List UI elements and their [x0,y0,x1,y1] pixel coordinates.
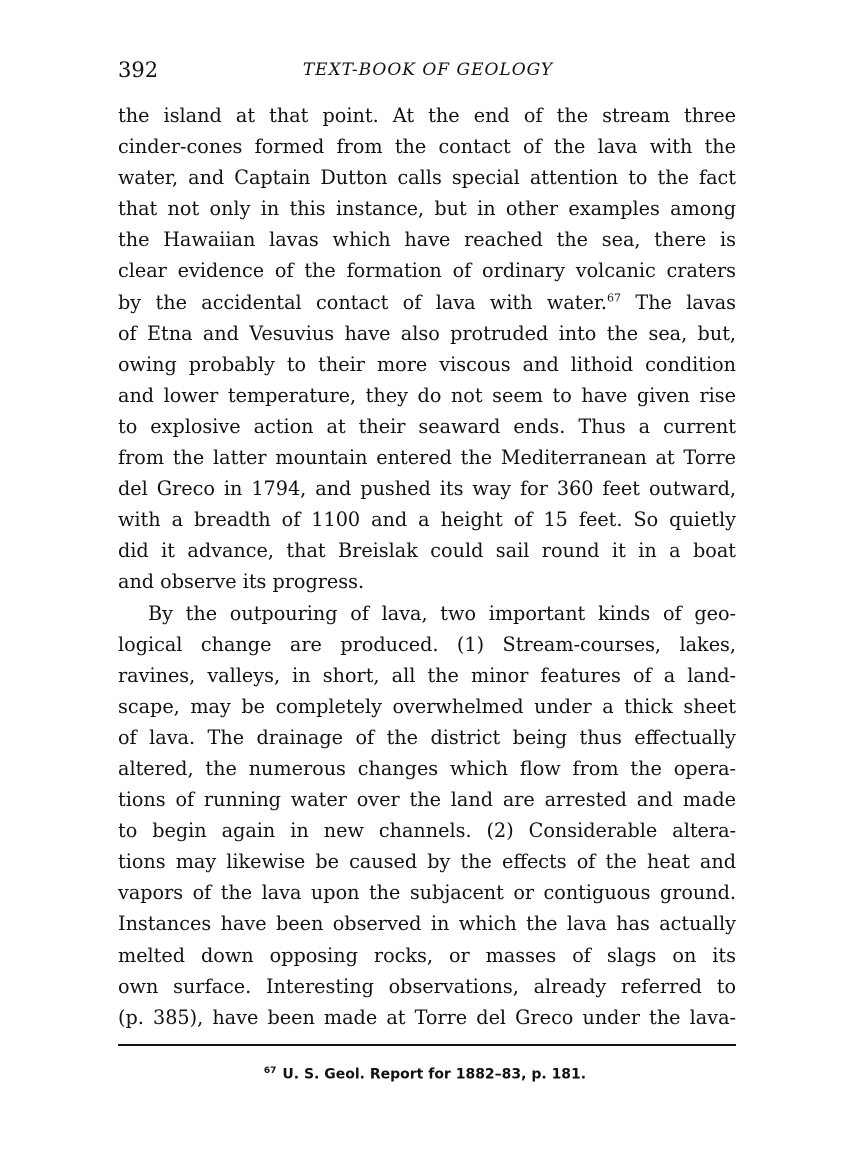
text-line: del Greco in 1794, and pushed its way for 360 feet outward, [118,477,736,501]
text-line: vapors of the lava upon the subjacent or contiguous ground. [118,881,736,905]
page-number: 392 [118,58,159,82]
text-line: Instances have been observed in which the lava has actually [118,912,736,936]
footnote-rule [118,1044,736,1046]
text-line [118,287,736,318]
text-line: (p. 385), have been made at Torre del Greco under the lava- [118,1005,736,1029]
text-line: did it advance, that Breislak could sail round it in a boat [118,539,736,563]
page-header [118,58,738,90]
text-line: of lava. The drainage of the district being thus effectually [118,725,736,749]
text-line: and lower temperature, they do not seem to have given rise [118,383,736,407]
text-line: By the outpouring of lava, two important kinds of geo- [148,601,736,625]
paragraph-1 [118,100,736,598]
footnote-reference: 67 [607,291,622,305]
text-line: to explosive action at their seaward ends. Thus a current [118,414,736,438]
text-line: ravines, valleys, in short, all the minor features of a land- [118,663,736,687]
paragraph-2 [118,598,736,1033]
text-line: water, and Captain Dutton calls special attention to the fact [118,166,736,190]
text-line: altered, the numerous changes which flow from the opera- [118,756,736,780]
footnote-mark: 67 [263,1066,277,1076]
text-line: the Hawaiian lavas which have reached the sea, there is [118,228,736,252]
text-line: that not only in this instance, but in other examples among [118,197,736,221]
running-head: TEXT-BOOK OF GEOLOGY [302,60,554,80]
text-line: from the latter mountain entered the Mediterranean at Torre [118,446,736,470]
text-line: cinder-cones formed from the contact of the lava with the [118,135,736,159]
text-line: the island at that point. At the end of the stream three [118,104,736,127]
text-line: owing probably to their more viscous and lithoid condition [118,352,736,376]
text-line: own surface. Interesting observations, already referred to [118,974,736,998]
text-line: with a breadth of 1100 and a height of 15 feet. So quietly [118,508,736,532]
text-line: tions may likewise be caused by the effects of the heat and [118,850,736,874]
text-line: tions of running water over the land are arrested and made [118,788,736,812]
text-segment: The lavas [621,290,736,314]
text-line: scape, may be completely overwhelmed under a thick sheet [118,694,736,718]
text-line: clear evidence of the formation of ordinary volcanic craters [118,259,736,283]
text-line: and observe its progress. [118,570,365,594]
footnote-text: U. S. Geol. Report for 1882–83, p. 181. [282,1066,587,1083]
footnote [0,1066,850,1083]
text-line: of Etna and Vesuvius have also protruded into the sea, but, [118,321,736,345]
text-line: melted down opposing rocks, or masses of slags on its [118,943,736,967]
text-line: to begin again in new channels. (2) Considerable altera- [118,819,736,843]
body-text [118,100,736,1033]
text-segment: by the accidental contact of lava with water. [118,290,608,314]
text-line: logical change are produced. (1) Stream-courses, lakes, [118,632,736,656]
